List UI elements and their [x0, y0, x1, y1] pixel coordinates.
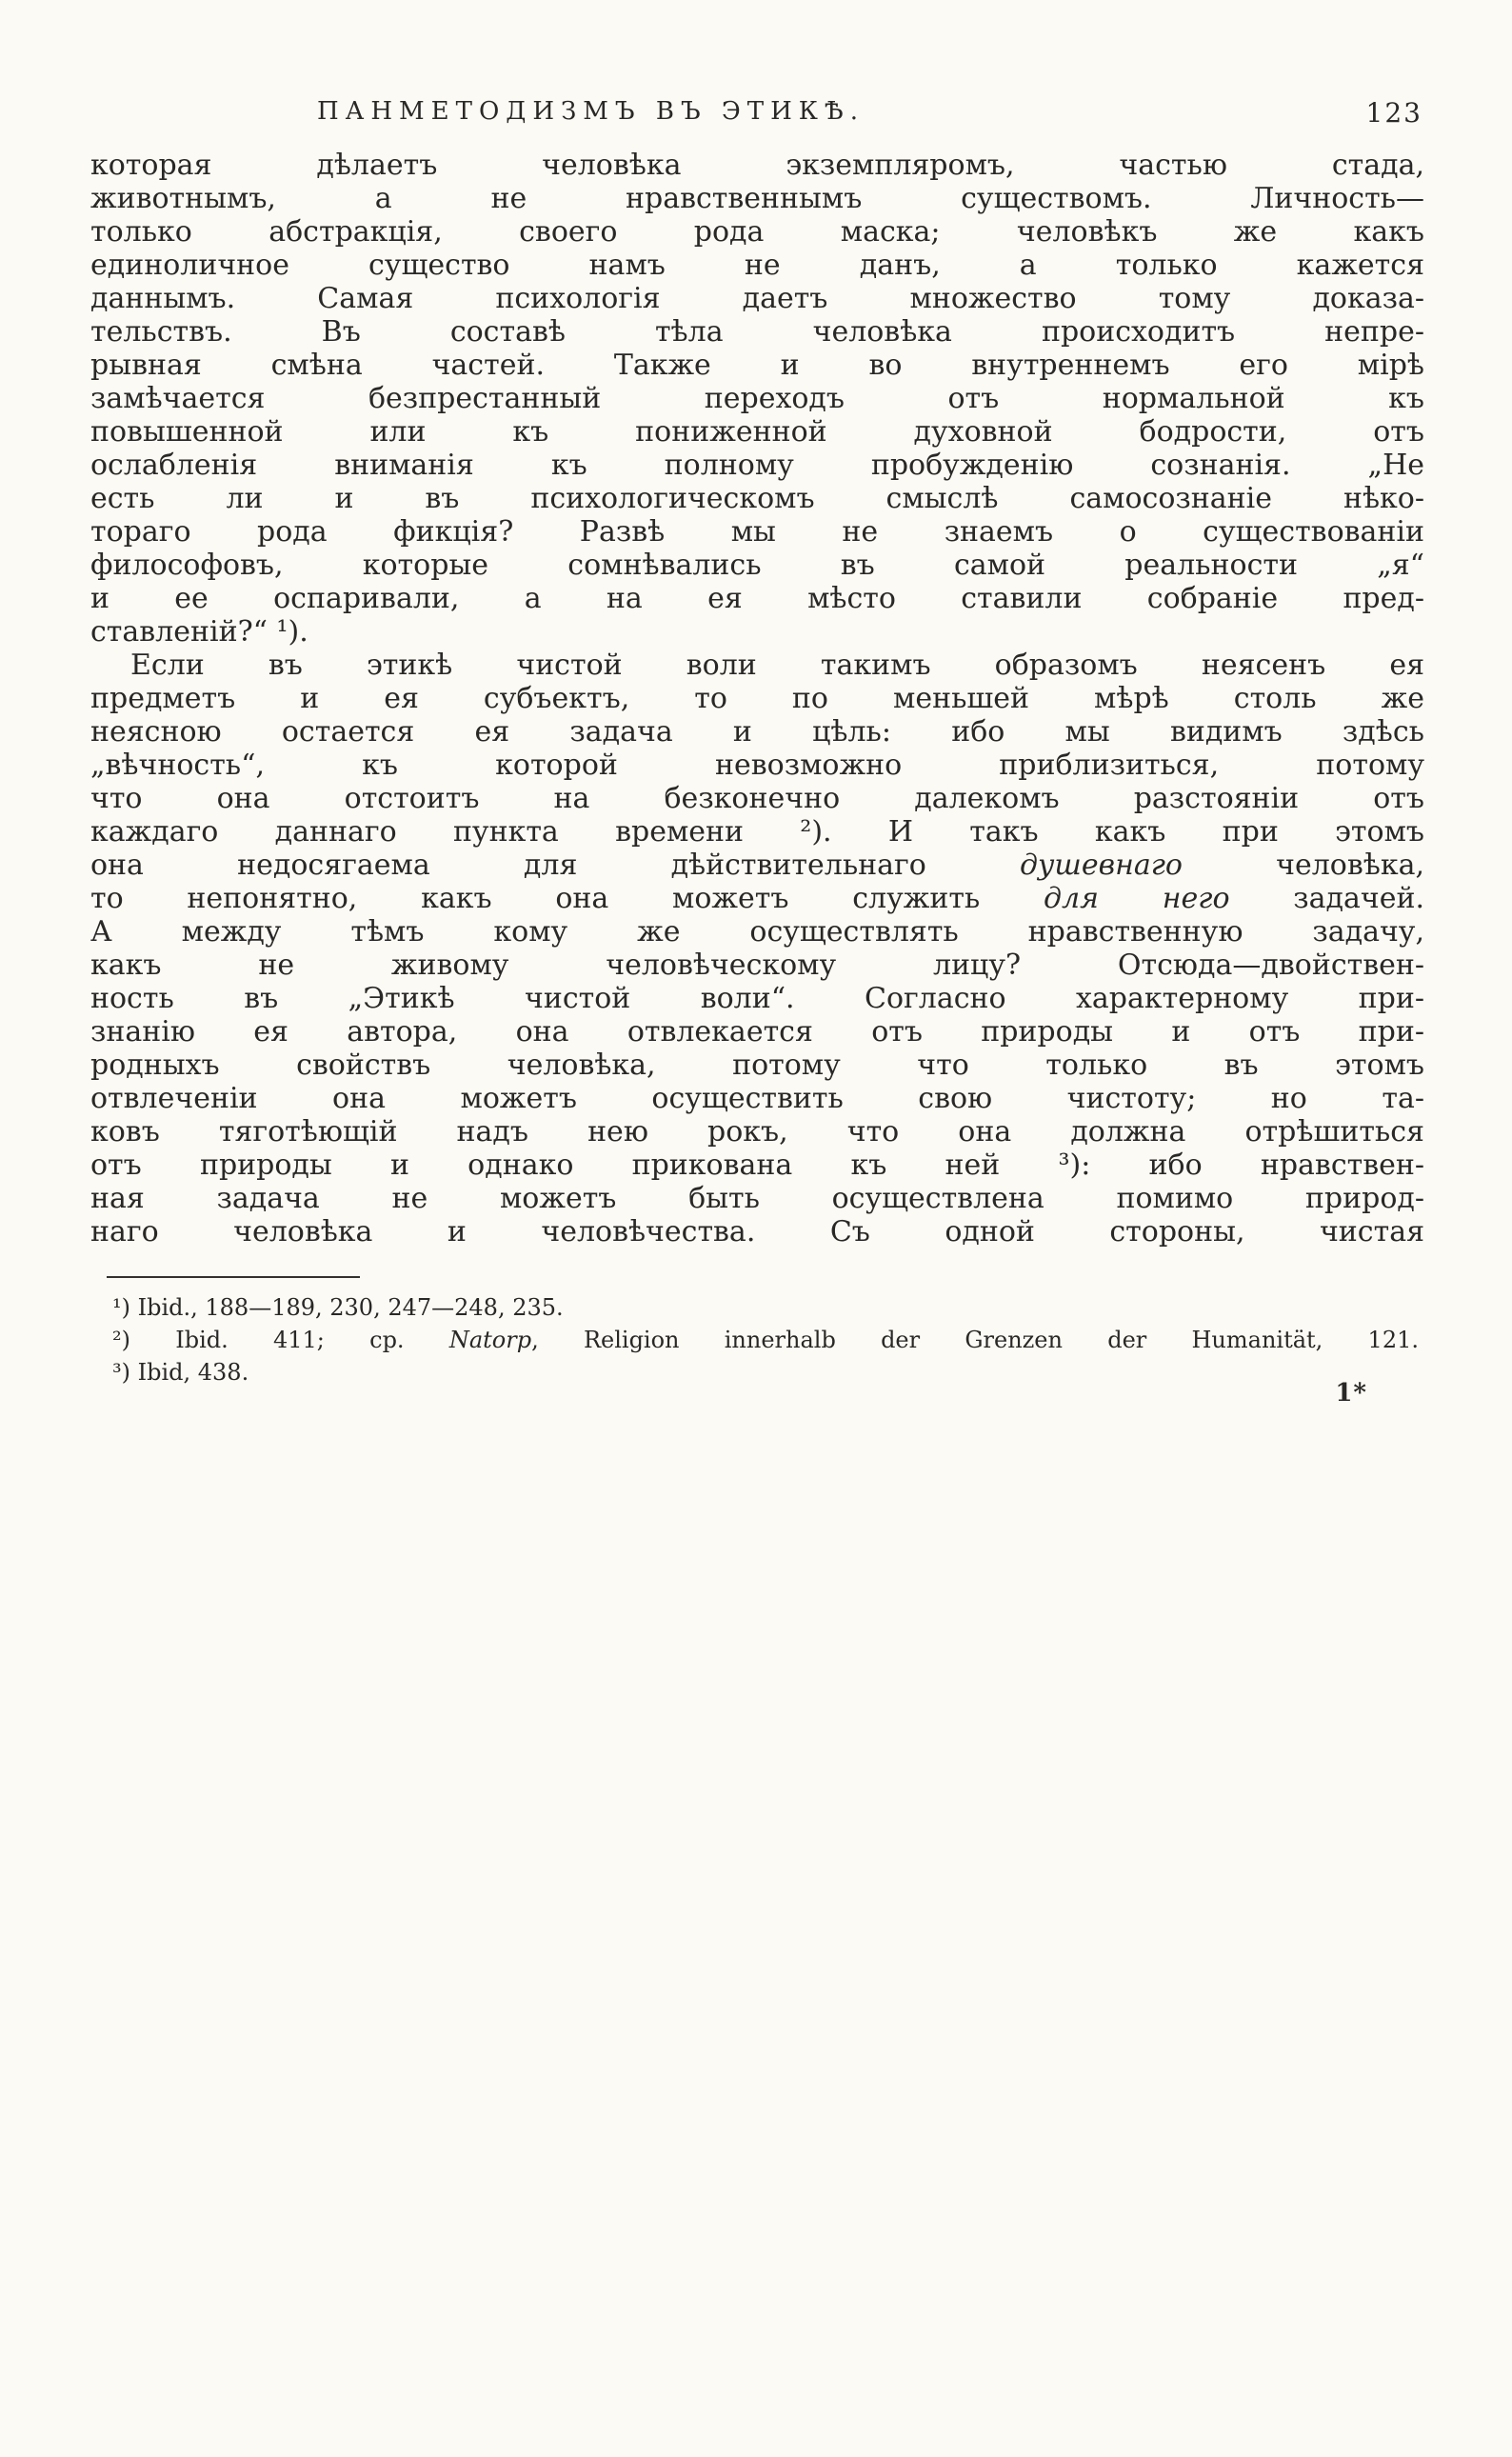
body-line: [90, 349, 1424, 382]
footnotes: [112, 1291, 1419, 1388]
body-line: [90, 649, 1424, 682]
emphasized-text: для него: [1044, 882, 1230, 915]
text-segment: ¹) Ibid., 188—189, 230, 247—248, 235.: [112, 1294, 564, 1321]
text-segment: рывная смѣна частей. Также и во внутреннемъ его мірѣ: [90, 349, 1424, 382]
text-segment: , Religion innerhalb der Grenzen der Humanität, 121.: [531, 1327, 1419, 1353]
body-line: [90, 849, 1424, 882]
text-segment: задачей.: [1229, 882, 1425, 915]
body-line: [90, 1115, 1424, 1149]
text-segment: „вѣчность“, къ которой невозможно приблизиться, потому: [90, 749, 1424, 782]
signature-mark: 1*: [1335, 1379, 1367, 1408]
emphasized-text: Natorp: [448, 1327, 532, 1353]
text-segment: и ее оспаривали, а на ея мѣсто ставили собраніе пред-: [90, 582, 1424, 615]
text-segment: животнымъ, а не нравственнымъ существомъ. Личность—: [90, 182, 1424, 215]
body-line: [90, 282, 1424, 315]
body-line: [90, 815, 1424, 849]
body-line: [90, 149, 1424, 182]
body-line: [90, 1049, 1424, 1082]
text-segment: отъ природы и однако прикована къ ней ³): ибо нравствен-: [90, 1149, 1424, 1182]
text-segment: то непонятно, какъ она можетъ служить: [90, 882, 1044, 915]
footnote-line: [112, 1291, 1419, 1324]
text-segment: ная задача не можетъ быть осуществлена помимо природ-: [90, 1182, 1424, 1215]
body-line: [90, 582, 1424, 615]
footnote-line: [112, 1324, 1419, 1356]
emphasized-text: душевнаго: [1020, 849, 1183, 882]
text-segment: наго человѣка и человѣчества. Съ одной стороны, чистая: [90, 1215, 1424, 1248]
text-segment: какъ не живому человѣческому лицу? Отсюда—двойствен-: [90, 949, 1424, 982]
text-segment: ослабленія вниманія къ полному пробужденію сознанія. „Не: [90, 449, 1424, 482]
text-segment: которая дѣлаетъ человѣка экземпляромъ, частью стада,: [90, 149, 1424, 182]
text-segment: она недосягаема для дѣйствительнаго: [90, 849, 1021, 882]
body-line: [90, 482, 1424, 515]
text-segment: повышенной или къ пониженной духовной бодрости, отъ: [90, 415, 1424, 449]
body-line: [90, 382, 1424, 415]
body-line: [90, 749, 1424, 782]
text-segment: каждаго даннаго пункта времени ²). И такъ какъ при этомъ: [90, 815, 1424, 849]
body-line: [90, 515, 1424, 549]
body-text: [90, 149, 1424, 1248]
text-segment: даннымъ. Самая психологія даетъ множество тому доказа-: [90, 282, 1424, 315]
text-segment: ность въ „Этикѣ чистой воли“. Согласно характерному при-: [90, 982, 1424, 1015]
text-segment: философовъ, которые сомнѣвались въ самой реальности „я“: [90, 549, 1424, 582]
text-segment: есть ли и въ психологическомъ смыслѣ самосознаніе нѣко-: [90, 482, 1424, 515]
text-segment: Если въ этикѣ чистой воли такимъ образомъ неясенъ ея: [130, 649, 1424, 682]
text-segment: человѣка,: [1182, 849, 1424, 882]
text-segment: единоличное существо намъ не данъ, а только кажется: [90, 249, 1424, 282]
body-line: [90, 182, 1424, 215]
text-segment: отвлеченіи она можетъ осуществить свою чистоту; но та-: [90, 1082, 1424, 1115]
body-line: [90, 415, 1424, 449]
text-segment: тельствъ. Въ составѣ тѣла человѣка происходитъ непре-: [90, 315, 1424, 349]
body-line: [90, 882, 1424, 915]
text-segment: знанію ея автора, она отвлекается отъ природы и отъ при-: [90, 1015, 1424, 1049]
body-line: [90, 549, 1424, 582]
body-line: [90, 1182, 1424, 1215]
text-segment: ковъ тяготѣющій надъ нею рокъ, что она должна отрѣшиться: [90, 1115, 1424, 1149]
text-segment: тораго рода фикція? Развѣ мы не знаемъ о существованіи: [90, 515, 1424, 549]
text-segment: предметъ и ея субъектъ, то по меньшей мѣрѣ столь же: [90, 682, 1424, 715]
body-line: [90, 215, 1424, 249]
text-segment: родныхъ свойствъ человѣка, потому что только въ этомъ: [90, 1049, 1424, 1082]
body-line: [90, 915, 1424, 949]
text-segment: что она отстоитъ на безконечно далекомъ разстояніи отъ: [90, 782, 1424, 815]
text-segment: ставленій?“ ¹).: [90, 615, 308, 649]
page-number: 123: [1365, 97, 1422, 129]
text-segment: ²) Ibid. 411; ср.: [112, 1327, 449, 1353]
body-line: [90, 1149, 1424, 1182]
body-line: [90, 315, 1424, 349]
body-line: [90, 982, 1424, 1015]
body-line: [90, 1215, 1424, 1248]
footnote-line: [112, 1356, 1419, 1388]
text-segment: ³) Ibid, 438.: [112, 1359, 249, 1386]
body-line: [90, 615, 1424, 649]
body-line: [90, 1015, 1424, 1049]
body-line: [90, 682, 1424, 715]
text-segment: А между тѣмъ кому же осуществлять нравственную задачу,: [90, 915, 1424, 949]
body-line: [90, 249, 1424, 282]
body-line: [90, 782, 1424, 815]
text-segment: только абстракція, своего рода маска; человѣкъ же какъ: [90, 215, 1424, 249]
running-title: ПАНМЕТОДИЗМЪ ВЪ ЭТИКѢ.: [317, 97, 865, 126]
page-header: [90, 97, 1424, 135]
body-line: [90, 1082, 1424, 1115]
body-line: [90, 449, 1424, 482]
body-line: [90, 715, 1424, 749]
footnote-rule: [107, 1276, 360, 1278]
text-segment: замѣчается безпрестанный переходъ отъ нормальной къ: [90, 382, 1424, 415]
body-line: [90, 949, 1424, 982]
text-segment: неясною остается ея задача и цѣль: ибо мы видимъ здѣсь: [90, 715, 1424, 749]
